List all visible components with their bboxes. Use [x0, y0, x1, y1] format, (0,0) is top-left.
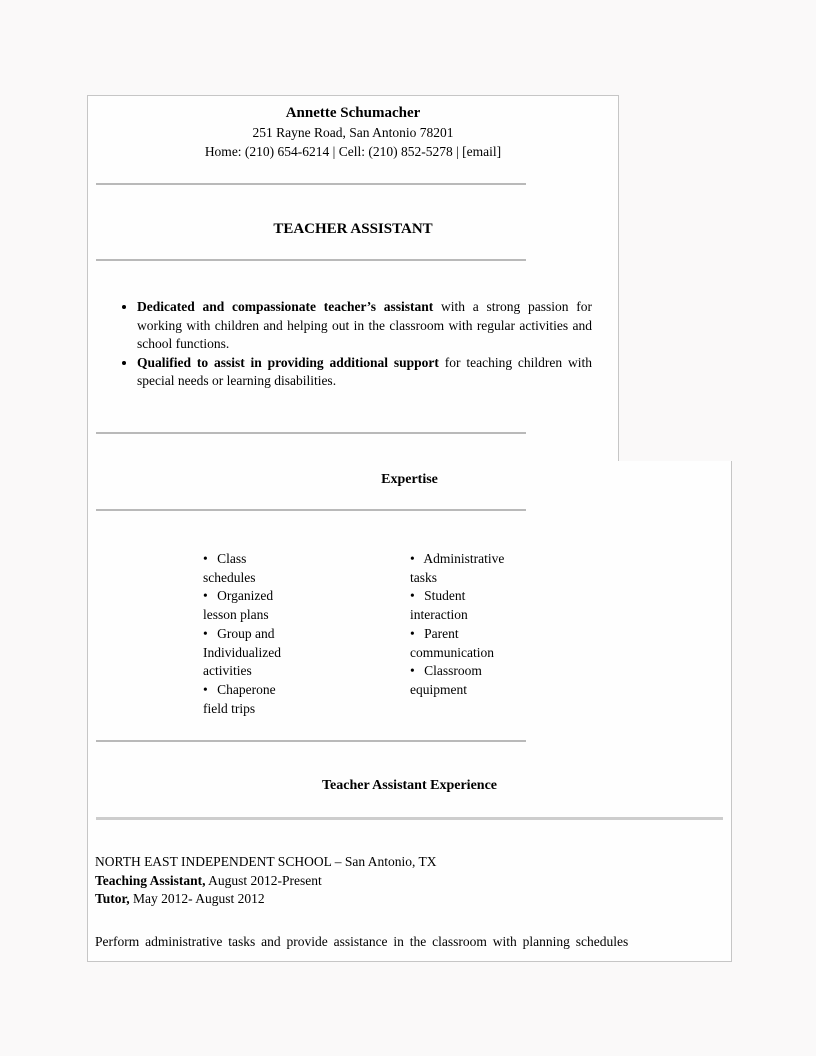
- bullet-icon: •: [410, 551, 415, 566]
- divider-below-experience-heading: [96, 817, 723, 820]
- expertise-item-label: Group and Individualized activities: [203, 625, 281, 679]
- expertise-item-label: Class schedules: [203, 551, 256, 585]
- expertise-item-label: Chaperone field trips: [203, 681, 276, 716]
- expertise-item: [410, 587, 508, 624]
- bullet-icon: •: [410, 625, 415, 641]
- bullet-icon: •: [203, 625, 208, 641]
- divider-above-experience: [96, 740, 526, 742]
- employer-line: NORTH EAST INDEPENDENT SCHOOL – San Antonio, TX: [95, 854, 437, 869]
- candidate-phone-email: Home: (210) 654-6214 | Cell: (210) 852-5278 | [email]: [204, 144, 502, 159]
- summary-list: [101, 298, 592, 391]
- summary-item: [137, 354, 592, 391]
- contact-header: [88, 104, 618, 161]
- role-line: [95, 890, 705, 909]
- candidate-address: 251 Rayne Road, San Antonio 78201: [252, 125, 454, 140]
- expertise-column-left: [203, 550, 301, 718]
- bullet-icon: •: [203, 681, 208, 697]
- divider-above-expertise: [96, 432, 526, 434]
- role-line: [95, 872, 705, 891]
- experience-heading: Teacher Assistant Experience: [322, 778, 497, 793]
- expertise-item-label: Organized lesson plans: [203, 588, 274, 623]
- divider-below-title: [96, 259, 526, 261]
- expertise-column-right: [410, 550, 508, 700]
- expertise-item: [203, 681, 301, 718]
- summary-item: [137, 298, 592, 354]
- experience-description: Perform administrative tasks and provide assistance in the classroom with planning schedules: [95, 934, 629, 949]
- expertise-heading: Expertise: [381, 472, 438, 487]
- bullet-icon: •: [410, 588, 415, 604]
- role-dates: August 2012-Present: [205, 872, 322, 888]
- expertise-item: [203, 550, 301, 587]
- expertise-item: [410, 625, 508, 662]
- candidate-name: Annette Schumacher: [285, 105, 421, 121]
- expertise-item-label: Classroom equipment: [410, 663, 482, 697]
- role-dates: May 2012- August 2012: [129, 891, 265, 907]
- role-title: Teaching Assistant,: [95, 872, 206, 888]
- expertise-item-label: Administrative tasks: [410, 551, 505, 585]
- expertise-item: [410, 662, 508, 699]
- divider-below-expertise-heading: [96, 509, 526, 511]
- experience-details: [95, 853, 705, 909]
- expertise-item-label: Parent communication: [410, 625, 494, 660]
- bullet-icon: •: [410, 663, 415, 679]
- summary-item-lead: Dedicated and compassionate teacher’s assistant: [137, 299, 434, 314]
- expertise-item: [410, 550, 508, 587]
- summary-item-lead: Qualified to assist in providing additional support: [137, 354, 439, 370]
- expertise-item-label: Student interaction: [410, 588, 468, 623]
- expertise-item: [203, 587, 301, 624]
- summary-item-text: with a strong passion for working with children and helping out in the classroom with regular activities and school functions.: [137, 299, 593, 351]
- divider-below-header: [96, 183, 526, 185]
- role-title: Tutor,: [95, 891, 130, 907]
- expertise-item: [203, 625, 301, 681]
- bullet-icon: •: [203, 588, 208, 604]
- resume-title: TEACHER ASSISTANT: [273, 221, 433, 237]
- summary-item-text: for teaching children with special needs or learning disabilities.: [137, 354, 592, 388]
- bullet-icon: •: [203, 551, 208, 566]
